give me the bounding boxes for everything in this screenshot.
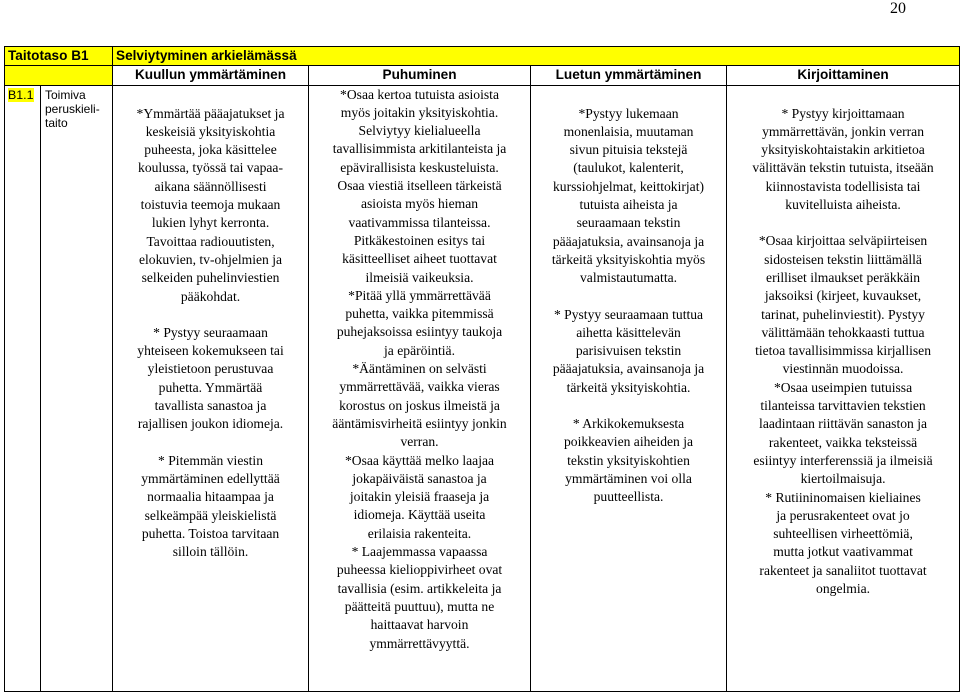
writing-para-1: * Pystyy kirjoittamaan ymmärrettävän, jonkin verran yksityiskohtaistakin arkitietoa välittävän tekstin tutuista, itseään kiinnostavista todellisista tai kuvitelluista aiheista. — [752, 105, 934, 213]
column-reading: Luetun ymmärtäminen — [531, 66, 727, 85]
reading-para-2: * Pystyy seuraamaan tuttua aihetta käsittelevän parisivuisen tekstin pääajatuksia, avainsanoja ja tärkeitä yksityiskohtia. — [552, 306, 705, 395]
section-title: Selviytyminen arkielämässä — [113, 47, 960, 66]
column-header-row — [5, 66, 960, 85]
reading-para-3: * Arkikokemuksesta poikkeavien aiheiden ja tekstin yksityiskohtien ymmärtäminen voi olla puutteellista. — [563, 416, 694, 505]
reading-para-1: *Pystyy lukemaan monenlaisia, muutaman sivun pituisia tekstejä (taulukot, kalenterit, kurssiohjelmat, keittokirjat) tutuista aiheista ja seuraamaan tekstin pääajatuksia, avainsanoja ja tärkeitä yksityiskohtia myös valmistautumatta. — [551, 105, 706, 286]
listening-para-3: * Pitemmän viestin ymmärtäminen edellyttää normaalia hitaampaa ja selkeämpää yleiskielistä puhetta. Toistoa tarvitaan silloin tällöin. — [141, 452, 280, 560]
listening-cell — [113, 85, 309, 691]
skills-table — [4, 46, 960, 692]
speaking-cell — [309, 85, 531, 691]
level-code: B1.1 — [5, 85, 41, 691]
reading-cell — [531, 85, 727, 691]
level-row — [5, 85, 960, 691]
level-title: Taitotaso B1 — [5, 47, 113, 66]
column-listening: Kuullun ymmärtäminen — [113, 66, 309, 85]
column-speaking: Puhuminen — [309, 66, 531, 85]
page-number: 20 — [890, 0, 906, 17]
writing-para-2: *Osaa kirjoittaa selväpiirteisen sidosteisen tekstin liittämällä erilliset ilmaukset peräkkäin jaksoiksi (kirjeet, kuvaukset, tarinat, puhelinviestit). Pystyy välittämään tehokkaasti tuttua tietoa tavallisimmissa kirjallisen viestinnän muodoissa. *Osaa useimpien tutuissa tilanteissa tarvittavien tekstien laadintaan riittävän sanaston ja rakenteet, vaikka teksteissä esiintyy interferenssiä ja ilmeisiä kiertoilmaisuja. — [753, 233, 933, 487]
empty-header-cell — [5, 66, 113, 85]
level-name: Toimiva peruskieli- taito — [41, 85, 113, 691]
listening-para-1: *Ymmärtää pääajatukset ja keskeisiä yksityiskohtia puheesta, joka käsittelee koulussa, työssä tai vapaa- aikana säännöllisesti toistuvia teemoja mukaan lukien lyhyt kerronta. Tavoittaa radiouutisten, elokuvien, tv-ohjelmien ja selkeiden puhelinviestien pääkohdat. — [136, 105, 285, 304]
listening-para-2: * Pystyy seuraamaan yhteiseen kokemukseen tai yleistietoon perustuvaa puhetta. Ymmärtää tavallista sanastoa ja rajallisen joukon idiomeja. — [137, 324, 284, 432]
writing-para-3: * Rutiininomaisen kieliaines ja perusrakenteet ovat jo suhteellisen virheettömiä, mutta jotkut vaativammat rakenteet ja sanaliitot tuottavat ongelmia. — [759, 489, 927, 597]
header-row — [5, 47, 960, 66]
speaking-text: *Osaa kertoa tutuista asioista myös joitakin yksityiskohtia. Selviytyy kielialueella tavallisimmista arkitilanteista ja epävirallisista keskusteluista. Osaa viestiä itselleen tärkeistä asioista myös hieman vaativammissa tilanteissa. Pitkäkestoinen esitys tai käsitteelliset aiheet tuottavat ilmeisiä vaikeuksia. *Pitää yllä ymmärrettävää puhetta, vaikka pitemmissä puhejaksoissa esiintyy taukoja ja epäröintiä. *Ääntäminen on selvästi ymmärrettävää, vaikka vieras korostus on joskus ilmeistä ja ääntämisvirheitä esiintyy jonkin verran. *Osaa käyttää melko laajaa jokapäiväistä sanastoa ja joitakin yleisiä fraaseja ja idiomeja. Käyttää useita erilaisia rakenteita. * Laajemmassa vapaassa puheessa kielioppivirheet ovat tavallisia (esim. artikkeleita ja päätteitä puuttuu), mutta ne haittaavat harvoin ymmärrettävyyttä. — [332, 86, 507, 651]
writing-cell — [727, 85, 960, 691]
column-writing: Kirjoittaminen — [727, 66, 960, 85]
